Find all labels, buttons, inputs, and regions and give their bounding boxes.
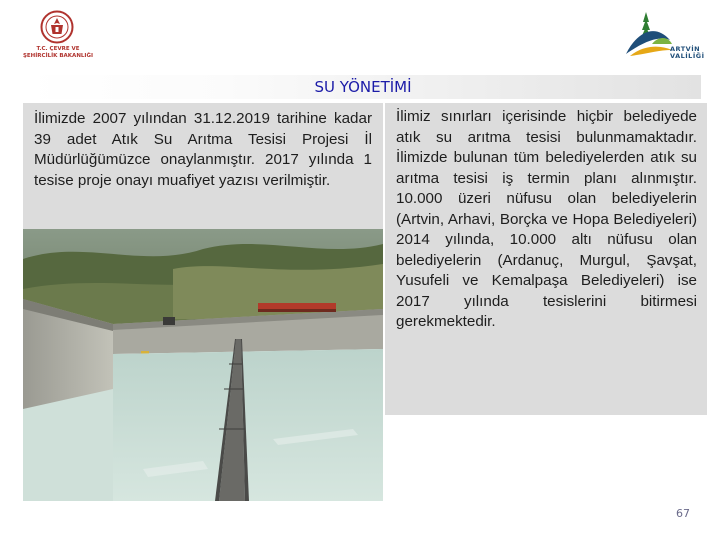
artvin-logo-line2: VALİLİĞİ — [670, 52, 705, 60]
title-bar — [25, 75, 701, 99]
page-number: 67 — [676, 507, 690, 520]
artvin-logo-line1: ARTVİN — [670, 45, 701, 53]
ministry-logo — [20, 10, 96, 66]
page-title: SU YÖNETİMİ — [314, 78, 412, 96]
artvin-logo — [616, 6, 706, 66]
left-paragraph: İlimizde 2007 yılından 31.12.2019 tarihine kadar 39 adet Atık Su Arıtma Tesisi Projesi İl Müdürlüğümüzce onaylanmıştır. 2017 yılında 1 tesise proje onayı muafiyet yazısı verilmiştir. — [23, 103, 383, 229]
ministry-logo-line1: T.C. ÇEVRE VE — [36, 46, 80, 52]
treatment-basin-photo — [23, 229, 383, 501]
ministry-emblem-icon — [40, 10, 74, 44]
right-paragraph: İlimiz sınırları içerisinde hiçbir belediyede atık su arıtma tesisi bulunmamaktadır. İlimizde bulunan tüm belediyelerden atık su arıtma tesisi iş termin planı alınmıştır. 10.000 üzeri nüfusu olan belediyelerin (Artvin, Arhavi, Borçka ve Hopa Belediyeleri) 2014 yılında, 10.000 altı nüfusu olan belediyelerin (Ardanuç, Murgul, Şavşat, Yusufeli ve Kemalpaşa Belediyeleri) ise 2017 yılında tesislerini bitirmesi gerekmektedir. — [385, 103, 707, 415]
ministry-logo-line2: ŞEHİRCİLİK BAKANLIĞI — [22, 52, 94, 59]
